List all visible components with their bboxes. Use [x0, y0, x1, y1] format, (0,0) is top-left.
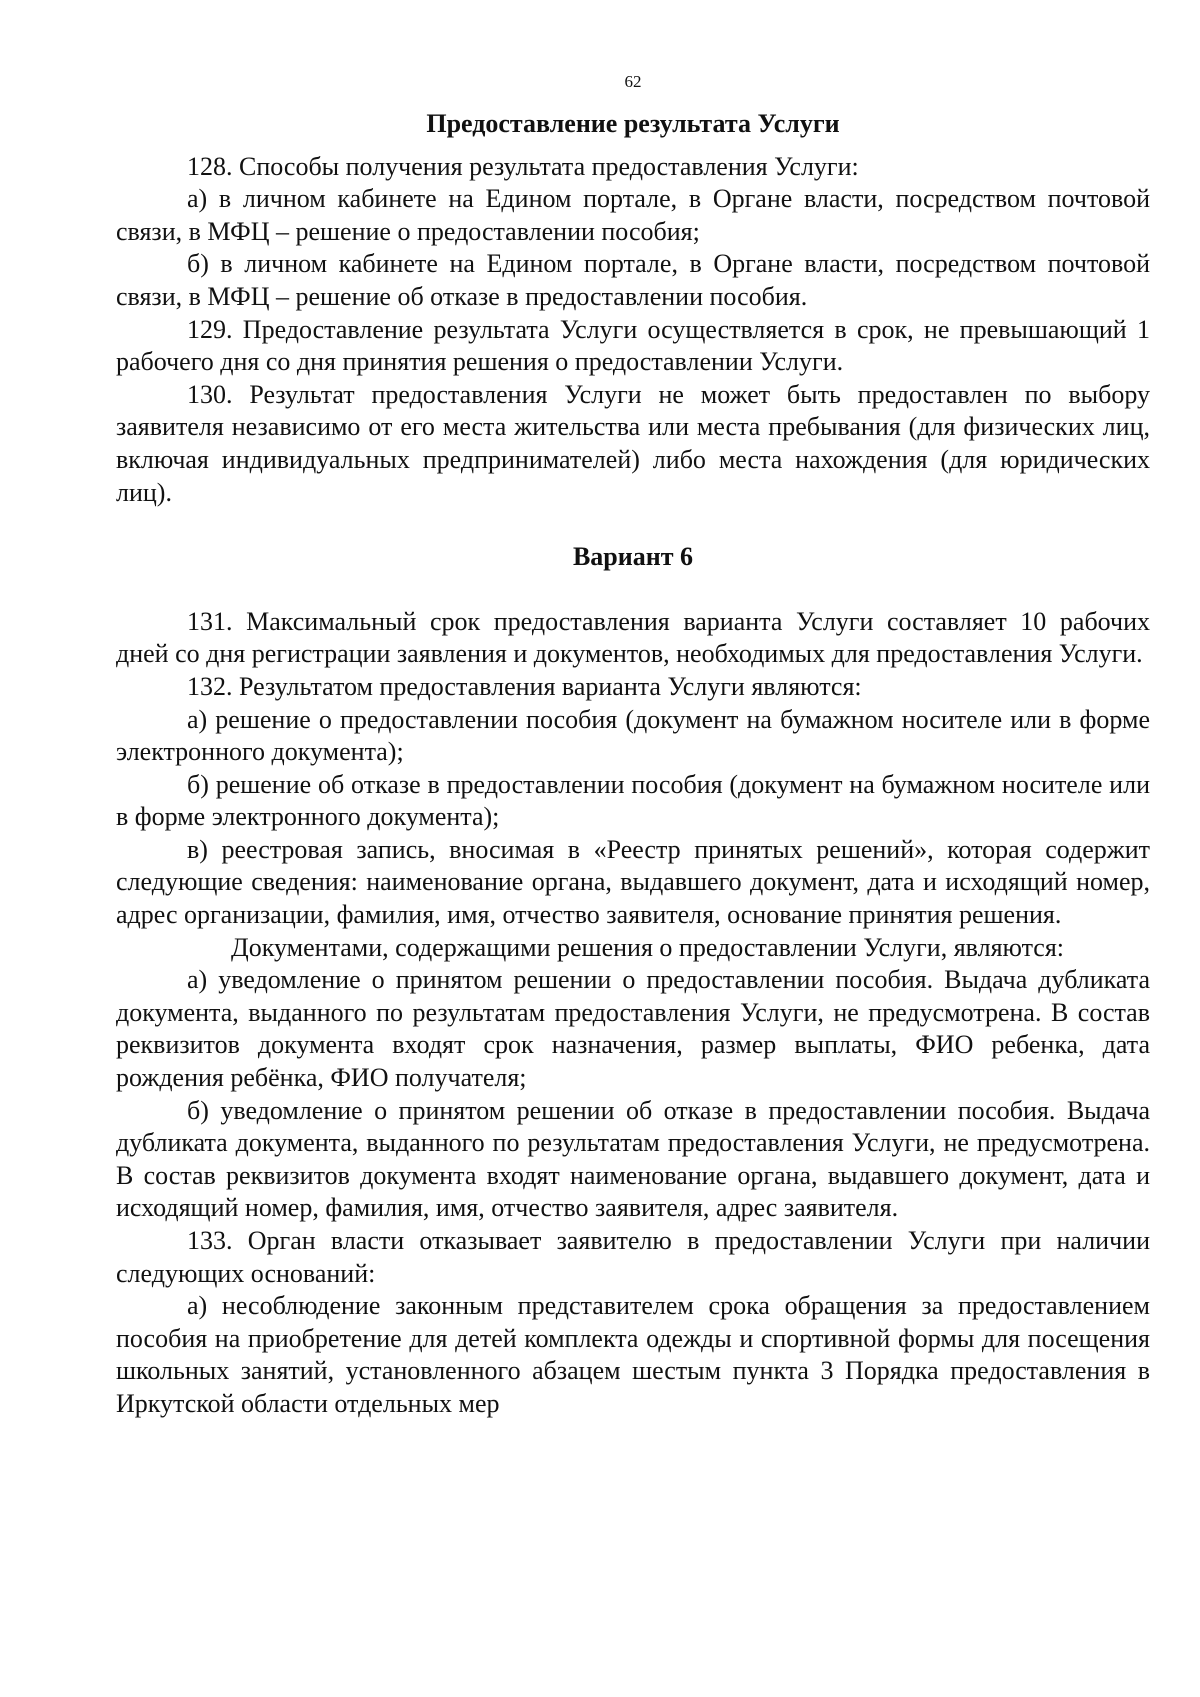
paragraph-128-b: б) в личном кабинете на Едином портале, в Органе власти, посредством почтовой связи, в МФЦ – решение об отказе в предоставлении пособия.: [116, 249, 1150, 311]
paragraph-133: 133. Орган власти отказывает заявителю в предоставлении Услуги при наличии следующих оснований:: [116, 1226, 1150, 1288]
paragraph-133-a: а) несоблюдение законным представителем срока обращения за предоставлением пособия на приобретение для детей комплекта одежды и спортивной формы для посещения школьных занятий, установленного абзацем шестым пункта 3 Порядка предоставления в Иркутской области отдельных мер: [116, 1291, 1150, 1418]
paragraph-documents-intro: Документами, содержащими решения о предоставлении Услуги, являются:: [231, 932, 1065, 962]
paragraph-132-a: а) решение о предоставлении пособия (документ на бумажном носителе или в форме электронного документа);: [116, 704, 1150, 767]
paragraph-131: 131. Максимальный срок предоставления варианта Услуги составляет 10 рабочих дней со дня регистрации заявления и документов, необходимых для предоставления Услуги.: [116, 606, 1150, 669]
document-page: [116, 60, 1150, 1421]
section-heading-result: Предоставление результата Услуги: [426, 109, 840, 138]
paragraph-128: 128. Способы получения результата предоставления Услуги:: [187, 151, 859, 181]
page-number: 62: [624, 72, 642, 91]
paragraph-132: 132. Результатом предоставления варианта Услуги являются:: [187, 671, 862, 701]
paragraph-documents-b: б) уведомление о принятом решении об отказе в предоставлении пособия. Выдача дубликата документа, выданного по результатам предоставления Услуги, не предусмотрена. В состав реквизитов документа входят наименование органа, выдавшего документ, дата и исходящий номер, фамилия, имя, отчество заявителя, адрес заявителя.: [116, 1095, 1150, 1223]
paragraph-documents-a: а) уведомление о принятом решении о предоставлении пособия. Выдача дубликата документа, выданного по результатам предоставления Услуги, не предусмотрена. В состав реквизитов документа входят срок назначения, размер выплаты, ФИО ребенка, дата рождения ребёнка, ФИО получателя;: [116, 965, 1150, 1093]
paragraph-128-a: а) в личном кабинете на Едином портале, в Органе власти, посредством почтовой связи, в МФЦ – решение о предоставлении пособия;: [116, 184, 1150, 246]
paragraph-129: 129. Предоставление результата Услуги осуществляется в срок, не превышающий 1 рабочего дня со дня принятия решения о предоставлении Услуги.: [116, 314, 1150, 377]
paragraph-132-b: б) решение об отказе в предоставлении пособия (документ на бумажном носителе или в форме электронного документа);: [116, 769, 1150, 832]
paragraph-130: 130. Результат предоставления Услуги не может быть предоставлен по выбору заявителя независимо от его места жительства или места пребывания (для физических лиц, включая индивидуальных предпринимателей) либо места нахождения (для юридических лиц).: [116, 379, 1150, 507]
paragraph-132-v: в) реестровая запись, вносимая в «Реестр принятых решений», которая содержит следующие сведения: наименование органа, выдавшего документ, дата и исходящий номер, адрес организации, фамилия, имя, отчество заявителя, основание принятия решения.: [116, 834, 1150, 930]
section-heading-variant-6: Вариант 6: [572, 542, 694, 572]
